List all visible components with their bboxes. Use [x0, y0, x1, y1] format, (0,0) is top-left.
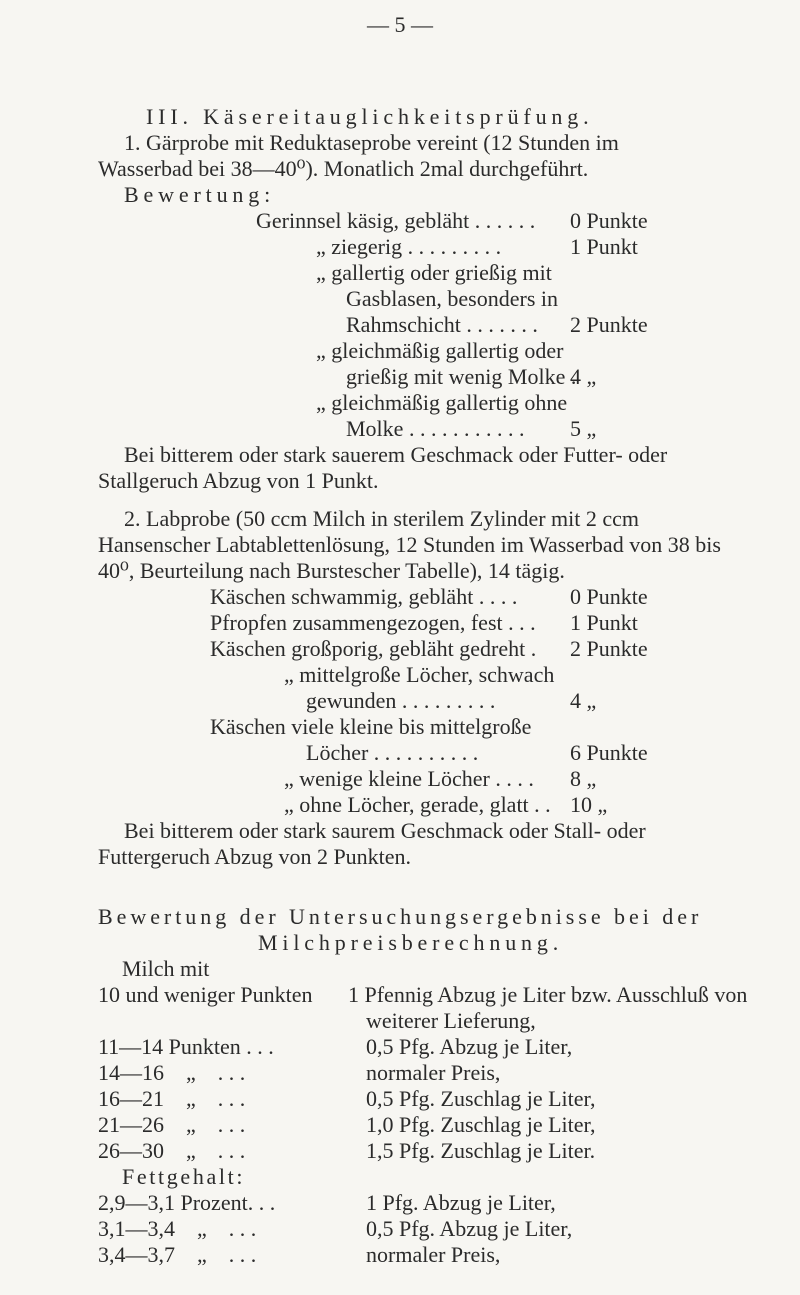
punkte-row-left: 26—30 „ . . .: [98, 1138, 246, 1163]
punkte-row-right: 1,5 Pfg. Zuschlag je Liter.: [366, 1138, 596, 1163]
lab-row-points: 10 „: [570, 792, 608, 817]
lab-note-2: Futtergeruch Abzug von 2 Punkten.: [98, 844, 412, 869]
punkte-row-left: 21—26 „ . . .: [98, 1112, 246, 1137]
punkte-row-right: normaler Preis,: [366, 1060, 501, 1085]
fett-row-left: 3,4—3,7 „ . . .: [98, 1242, 257, 1267]
gaer-row-text: „ ziegerig . . . . . . . . .: [316, 234, 502, 259]
fett-row-right: 0,5 Pfg. Abzug je Liter,: [366, 1216, 573, 1241]
section-heading: III. Käsereitauglichkeitsprüfung.: [146, 104, 594, 129]
gaer-intro-2: Wasserbad bei 38—40⁰). Monatlich 2mal durchgeführt.: [98, 156, 589, 181]
gaer-row-text: „ gallertig oder grießig mit: [316, 260, 552, 285]
lab-note-1: Bei bitterem oder stark saurem Geschmack oder Stall- oder: [124, 818, 646, 843]
fett-row-right: 1 Pfg. Abzug je Liter,: [366, 1190, 556, 1215]
lab-row-text: Pfropfen zusammengezogen, fest . . .: [210, 610, 536, 635]
lab-intro-3: 40⁰, Beurteilung nach Burstescher Tabelle), 14 tägig.: [98, 558, 565, 583]
milchpreis-heading-2: Milchpreisberechnung.: [258, 930, 564, 955]
lab-row-text: Löcher . . . . . . . . . .: [306, 740, 479, 765]
lab-row-points: 1 Punkt: [570, 610, 638, 635]
lab-row-text: „ mittelgroße Löcher, schwach: [284, 662, 555, 687]
gaer-row-text: „ gleichmäßig gallertig oder: [316, 338, 564, 363]
lab-intro-1: 2. Labprobe (50 ccm Milch in sterilem Zylinder mit 2 ccm: [124, 506, 640, 531]
milch-mit-label: Milch mit: [122, 956, 210, 981]
punkte-row-right: 0,5 Pfg. Abzug je Liter,: [366, 1034, 573, 1059]
lab-row-points: 4 „: [570, 688, 597, 713]
lab-row-points: 2 Punkte: [570, 636, 648, 661]
gaer-row-points: 4 „: [570, 364, 597, 389]
punkte-row-right: 1,0 Pfg. Zuschlag je Liter,: [366, 1112, 596, 1137]
lab-row-text: „ ohne Löcher, gerade, glatt . .: [284, 792, 551, 817]
first-row-right: 1 Pfennig Abzug je Liter bzw. Ausschluß von: [348, 982, 748, 1007]
fett-row-right: normaler Preis,: [366, 1242, 501, 1267]
gaer-note-1: Bei bitterem oder stark sauerem Geschmack oder Futter- oder: [124, 442, 668, 467]
gaer-row-points: 0 Punkte: [570, 208, 648, 233]
lab-row-points: 8 „: [570, 766, 597, 791]
gaer-row-points: 2 Punkte: [570, 312, 648, 337]
punkte-row-left: 16—21 „ . . .: [98, 1086, 246, 1111]
fett-row-left: 3,1—3,4 „ . . .: [98, 1216, 257, 1241]
gaer-row-text: Molke . . . . . . . . . . .: [346, 416, 525, 441]
gaer-row-points: 1 Punkt: [570, 234, 638, 259]
lab-row-points: 0 Punkte: [570, 584, 648, 609]
first-row-right-cont: weiterer Lieferung,: [366, 1008, 536, 1033]
fettgehalt-label: Fettgehalt:: [122, 1164, 246, 1189]
first-row-left: 10 und weniger Punkten: [98, 982, 313, 1007]
lab-row-points: 6 Punkte: [570, 740, 648, 765]
lab-intro-2: Hansenscher Labtablettenlösung, 12 Stunden im Wasserbad von 38 bis: [98, 532, 721, 557]
gaer-row-text: Rahmschicht . . . . . . .: [346, 312, 538, 337]
page-number: — 5 —: [367, 12, 433, 37]
fett-row-left: 2,9—3,1 Prozent. . .: [98, 1190, 276, 1215]
lab-row-text: „ wenige kleine Löcher . . . .: [284, 766, 534, 791]
gaer-intro-1: 1. Gärprobe mit Reduktaseprobe vereint (12 Stunden im: [124, 130, 619, 155]
gaer-note-2: Stallgeruch Abzug von 1 Punkt.: [98, 468, 379, 493]
punkte-row-right: 0,5 Pfg. Zuschlag je Liter,: [366, 1086, 596, 1111]
gaer-row-text: Gasblasen, besonders in: [346, 286, 559, 311]
gaer-row-points: 5 „: [570, 416, 597, 441]
lab-row-text: gewunden . . . . . . . . .: [306, 688, 496, 713]
gaer-row-text: „ gleichmäßig gallertig ohne: [316, 390, 568, 415]
gaer-row-text: Gerinnsel käsig, gebläht . . . . . .: [256, 208, 536, 233]
lab-row-text: Käschen viele kleine bis mittelgroße: [210, 714, 532, 739]
punkte-row-left: 11—14 Punkten . . .: [98, 1034, 274, 1059]
lab-row-text: Käschen schwammig, gebläht . . . .: [210, 584, 518, 609]
bewertung-label: Bewertung:: [124, 182, 276, 207]
lab-row-text: Käschen großporig, gebläht gedreht .: [210, 636, 537, 661]
gaer-row-text: grießig mit wenig Molke .: [346, 364, 577, 389]
milchpreis-heading-1: Bewertung der Untersuchungsergebnisse bei der: [98, 904, 703, 929]
punkte-row-left: 14—16 „ . . .: [98, 1060, 246, 1085]
